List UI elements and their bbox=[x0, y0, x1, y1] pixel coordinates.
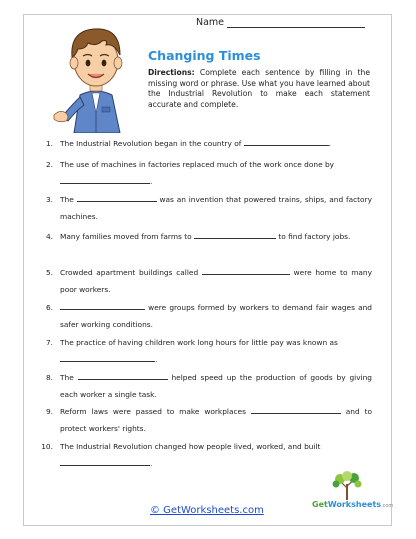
getworksheets-link[interactable]: © GetWorksheets.com bbox=[150, 505, 264, 516]
question-9: 9. Reform laws were passed to make workplaces and to protect workers' rights. bbox=[45, 407, 372, 433]
question-5: 5. Crowded apartment buildings called were home to many poor workers. bbox=[45, 268, 372, 294]
name-blank-line bbox=[227, 18, 365, 28]
question-8: 8. The helped speed up the production of goods by giving each worker a single task. bbox=[45, 373, 372, 399]
getworksheets-logo bbox=[312, 470, 394, 516]
worksheet-title: Changing Times bbox=[148, 48, 261, 63]
answer-blank[interactable] bbox=[251, 405, 341, 414]
answer-blank[interactable] bbox=[60, 175, 150, 184]
answer-blank[interactable] bbox=[60, 301, 145, 310]
question-2: 2. The use of machines in factories replaced much of the work once done by . bbox=[45, 160, 335, 186]
answer-blank[interactable] bbox=[78, 371, 168, 380]
question-7: 7. The practice of having children work long hours for little pay was known as . bbox=[45, 338, 338, 364]
directions-label: Directions: bbox=[148, 68, 195, 77]
answer-blank[interactable] bbox=[77, 193, 157, 202]
directions-body: Complete each sentence by filling in the missing word or phrase. Use what you have learned about the Industrial Revolution to make each statement accurate and complete. bbox=[148, 68, 370, 110]
name-label: Name bbox=[196, 17, 225, 28]
question-3: 3. The was an invention that powered trains, ships, and factory machines. bbox=[45, 195, 372, 221]
answer-blank[interactable] bbox=[202, 266, 290, 275]
question-10: 10. The Industrial Revolution changed how people lived, worked, and built . bbox=[41, 442, 321, 468]
answer-blank[interactable] bbox=[60, 353, 155, 362]
boy-illustration bbox=[50, 17, 142, 133]
answer-blank[interactable] bbox=[244, 137, 329, 146]
logo-text: GetWorksheets.com bbox=[312, 500, 394, 509]
name-field bbox=[196, 17, 365, 28]
directions-text bbox=[148, 68, 370, 111]
answer-blank[interactable] bbox=[194, 230, 276, 239]
question-1: 1. The Industrial Revolution began in the country of . bbox=[45, 139, 332, 148]
question-6: 6. were groups formed by workers to demand fair wages and safer working conditions. bbox=[45, 303, 372, 329]
question-4: 4. Many families moved from farms to to find factory jobs. bbox=[45, 232, 351, 241]
tree-icon bbox=[312, 470, 382, 502]
answer-blank[interactable] bbox=[60, 457, 150, 466]
